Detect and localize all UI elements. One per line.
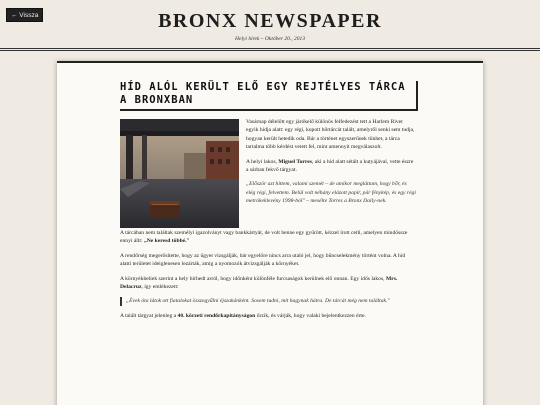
headline-box [120,81,418,111]
resident-quote: „Évek óta látok ott fiatalokat összegyűlni éjszakánként. Sosem tudni, mit hagynak hátra. De tárcát még nem találtak." [120,297,416,305]
bridge-wallet-image [120,119,239,228]
back-button[interactable]: ← Vissza [6,8,43,22]
witness-name: Miguel Torres [278,158,312,165]
precinct-name: 40. körzeti rendőrkapitányságon [177,312,256,319]
article-headline: HÍD ALÓL KERÜLT ELŐ EGY REJTÉLYES TÁRCA A BRONXBAN [120,81,406,106]
newspaper-subtitle: Helyi hírek – Október 20., 2013 [235,36,305,42]
masthead [0,0,540,44]
article-photo [120,119,239,228]
paragraph-locals: A környékbeliek szerint a hely hírhedt arról, hogy időnként különféle furcsaságok kerülnek elő onnan. Egy idős lakos, Mrs. Delacruz, így emlékezett: [120,275,398,291]
article-card [57,61,483,405]
resident-name: Mrs. Delacruz [120,275,398,291]
article-main-column [120,229,416,326]
paragraph-witness: A helyi lakos, Miguel Torres, aki a híd alatt sétált a kutyájával, vette észre a sárban fekvő tárgyat. [246,158,414,174]
masthead-divider [0,48,540,51]
article-right-column [246,118,416,212]
paragraph-closing: A talált tárgyat jelenleg a 40. körzeti rendőrkapitányságon őrzik, és várják, hogy valaki bejelentkezzen érte. [120,312,366,319]
paragraph-intro: Vasárnap délelőtt egy járókelő különös felfedezést tett a Harlem River egyik hídja alatt: egy régi, kopott bőrtárcát talált, amelyről senki sem tudja, hogyan került hetedik oda. Bár a történet egyszerűnek tűnhet, a tárca tartalma több kérdést vetett fel, mint amennyit megválaszolt. [246,119,415,151]
note-quote: „Ne keresd többé." [143,238,190,245]
paragraph-police: A rendőrség megerősítette, hogy az ügyet vizsgálják, bár egyelőre nincs arra utaló jel, hogy bűncselekmény történt volna. A híd alatti területet ideiglenesen lezárták, amíg a nyomozók átvizsgálják a környéket. [120,252,406,268]
witness-quote: „Először azt hittem, valami szemét – de amikor megláttam, hogy bőr, és elég régi, felvettem. Belül volt néhány elázott papír, pár fénykép, és egy régi metrókeklevény 1998-ból" – mesélte Torres a Bronx Daily-nek. [246,181,416,205]
paragraph-note: A tárcában nem találtak személyi igazolványt vagy bankkártyát, de volt benne egy gyűrött, kézzel írott cetli, amelyen mindössze ennyi állt: „Ne keresd többé." [120,230,408,245]
newspaper-title: BRONX NEWSPAPER [158,10,382,32]
